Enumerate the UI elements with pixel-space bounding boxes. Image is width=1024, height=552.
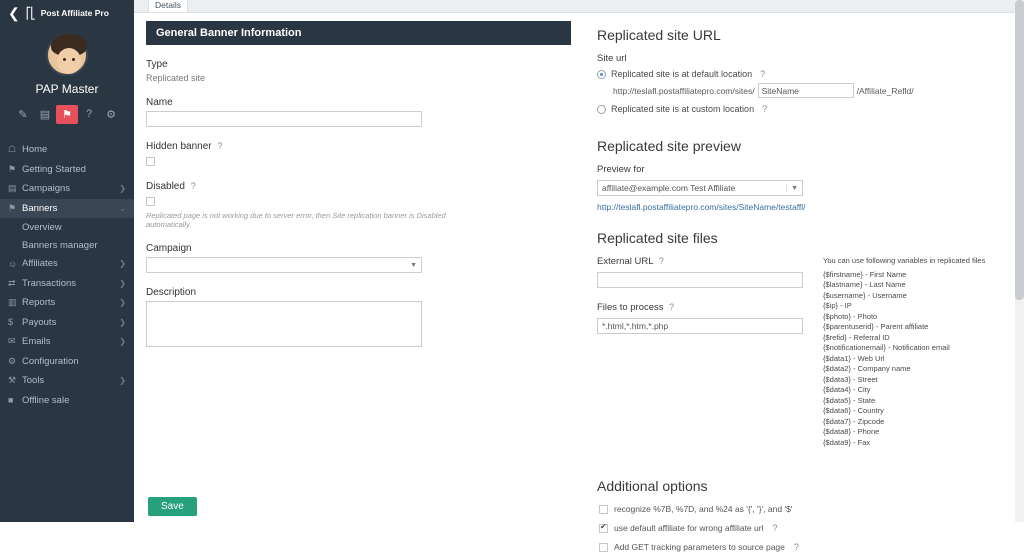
sidebar-item-label: Campaigns bbox=[22, 183, 71, 195]
wrench-icon: ⚒ bbox=[8, 375, 17, 386]
brand-title: Post Affiliate Pro bbox=[40, 8, 109, 18]
sidebar-item-label: Affiliates bbox=[22, 258, 58, 270]
radio-default-location-label: Replicated site is at default location bbox=[611, 69, 753, 79]
sidebar-item-banners[interactable] bbox=[0, 199, 134, 219]
variable-item: {$data1} - Web Url bbox=[823, 353, 885, 363]
panel-title: General Banner Information bbox=[146, 21, 571, 45]
monitor-icon[interactable]: ▤ bbox=[39, 108, 51, 121]
chevron-right-icon: ❯ bbox=[119, 317, 126, 327]
variable-item: {$data5} - State bbox=[823, 395, 876, 405]
field-description bbox=[146, 287, 571, 350]
users-icon: ☺ bbox=[8, 258, 18, 269]
radio-default-location[interactable] bbox=[597, 70, 606, 79]
site-name-input[interactable] bbox=[758, 83, 854, 98]
sidebar-item-label: Tools bbox=[22, 375, 45, 387]
megaphone-icon: ▤ bbox=[8, 183, 17, 194]
sidebar-header bbox=[0, 0, 134, 26]
campaign-label: Campaign bbox=[146, 243, 192, 254]
variable-item: {$ip} - IP bbox=[823, 301, 852, 310]
url-suffix: /Affiliate_Refld/ bbox=[856, 85, 914, 96]
radio-custom-location[interactable] bbox=[597, 105, 606, 114]
disabled-text: Disabled bbox=[146, 181, 185, 192]
gear-icon: ⚙ bbox=[8, 355, 17, 366]
sidebar-item-tools[interactable] bbox=[0, 371, 134, 391]
replicated-site-url-title: Replicated site URL bbox=[597, 27, 721, 43]
help-icon[interactable]: ? bbox=[762, 104, 768, 114]
variable-item: {$parentuserid} - Parent affiliate bbox=[823, 322, 929, 331]
tab-bar bbox=[134, 0, 1024, 13]
sidebar-item-reports[interactable] bbox=[0, 293, 134, 313]
replicated-site-settings bbox=[583, 13, 1024, 552]
variable-item: {$firstname} - First Name bbox=[823, 269, 907, 279]
chevron-left-icon[interactable]: ❮ bbox=[8, 5, 20, 21]
variable-item: {$data3} - Street bbox=[823, 374, 878, 384]
replicated-site-preview-title: Replicated site preview bbox=[597, 138, 741, 154]
sidebar-nav bbox=[0, 140, 134, 410]
profile-block bbox=[0, 26, 134, 104]
site-url-label: Site url bbox=[597, 53, 627, 64]
chevron-right-icon: ❯ bbox=[119, 184, 126, 194]
sidebar-item-label: Offline sale bbox=[22, 394, 70, 406]
bar-chart-icon: ⎡⎣ bbox=[25, 7, 35, 20]
variable-item: {$username} - Username bbox=[823, 290, 907, 300]
help-icon[interactable]: ? bbox=[217, 141, 223, 151]
sidebar-item-campaigns[interactable] bbox=[0, 179, 134, 199]
field-disabled bbox=[146, 181, 571, 229]
recognize-encoding-label: recognize %7B, %7D, and %24 as '{', '}', and '$' bbox=[614, 504, 793, 514]
radio-row-custom-location bbox=[597, 104, 1008, 114]
variable-item: {$refid} - Referral ID bbox=[823, 332, 890, 342]
chevron-down-icon: ⌄ bbox=[119, 203, 126, 213]
sidebar bbox=[0, 0, 134, 522]
get-tracking-checkbox[interactable] bbox=[599, 543, 608, 552]
name-label: Name bbox=[146, 97, 173, 108]
help-icon[interactable]: ? bbox=[85, 108, 93, 120]
sidebar-item-offline-sale[interactable] bbox=[0, 391, 134, 411]
additional-options-title: Additional options bbox=[597, 478, 708, 494]
sidebar-item-label: Banners bbox=[22, 202, 58, 214]
preview-affiliate-select[interactable] bbox=[597, 180, 803, 196]
sidebar-item-home[interactable] bbox=[0, 140, 134, 160]
files-to-process-input[interactable] bbox=[597, 318, 803, 334]
sidebar-subitem-label: Overview bbox=[22, 221, 62, 233]
quick-action-icons bbox=[0, 104, 134, 134]
variable-item: {$lastname} - Last Name bbox=[823, 280, 906, 289]
sidebar-item-banners-manager[interactable] bbox=[0, 236, 134, 254]
radio-custom-location-label: Replicated site is at custom location bbox=[611, 104, 755, 114]
preview-for-label: Preview for bbox=[597, 164, 645, 175]
home-icon: ☖ bbox=[8, 144, 17, 155]
files-to-process-text: Files to process bbox=[597, 302, 664, 313]
recognize-encoding-checkbox[interactable] bbox=[599, 505, 608, 514]
files-row bbox=[597, 256, 1008, 448]
type-label: Type bbox=[146, 59, 168, 70]
hidden-banner-label bbox=[146, 141, 571, 152]
radio-row-default-location bbox=[597, 69, 1008, 79]
variable-item: {$photo} - Photo bbox=[823, 311, 878, 321]
chart-icon: ▥ bbox=[8, 297, 17, 308]
help-icon[interactable]: ? bbox=[190, 181, 196, 191]
scrollbar-track[interactable] bbox=[1015, 0, 1024, 522]
help-icon[interactable]: ? bbox=[772, 523, 778, 533]
sidebar-item-label: Getting Started bbox=[22, 163, 86, 175]
chevron-down-icon: ▼ bbox=[786, 185, 798, 192]
description-textarea[interactable] bbox=[146, 301, 422, 347]
disabled-checkbox[interactable] bbox=[146, 197, 155, 206]
content-area bbox=[134, 0, 1024, 552]
avatar[interactable] bbox=[46, 34, 88, 76]
mail-icon: ✉ bbox=[8, 336, 16, 347]
cart-icon: ■ bbox=[8, 395, 14, 406]
sidebar-item-configuration[interactable] bbox=[0, 352, 134, 372]
help-icon[interactable]: ? bbox=[669, 302, 675, 312]
general-banner-information-panel bbox=[134, 13, 583, 522]
exchange-icon: ⇄ bbox=[8, 277, 16, 288]
sidebar-item-overview[interactable] bbox=[0, 218, 134, 236]
help-icon[interactable]: ? bbox=[760, 69, 766, 79]
tab-details[interactable]: Details bbox=[148, 0, 188, 12]
sidebar-item-label: Emails bbox=[22, 336, 51, 348]
option-row-get-tracking bbox=[597, 542, 1008, 552]
field-campaign bbox=[146, 243, 571, 273]
replicated-site-files-title: Replicated site files bbox=[597, 230, 718, 246]
hidden-banner-text: Hidden banner bbox=[146, 141, 212, 152]
help-icon[interactable]: ? bbox=[793, 542, 799, 552]
banner-icon[interactable]: ⚑ bbox=[56, 105, 78, 124]
external-url-input[interactable] bbox=[597, 272, 803, 288]
option-row-recognize-encoding bbox=[597, 504, 1008, 514]
description-label: Description bbox=[146, 287, 197, 298]
option-row-default-affiliate bbox=[597, 523, 1008, 533]
sidebar-item-getting-started[interactable] bbox=[0, 160, 134, 180]
site-url-row bbox=[613, 83, 1008, 98]
sidebar-item-label: Home bbox=[22, 144, 48, 156]
external-url-label bbox=[597, 256, 809, 267]
preview-link[interactable]: http://teslafl.postaffiliatepro.com/sites/SiteName/testaffl/ bbox=[597, 202, 806, 212]
disabled-note: Replicated page is not working due to server error, then Site replication banner is Disabled automatically. bbox=[146, 211, 446, 229]
variable-item: {$notificationemail} - Notification email bbox=[823, 343, 950, 352]
chevron-right-icon: ❯ bbox=[119, 376, 126, 386]
default-affiliate-checkbox[interactable] bbox=[599, 524, 608, 533]
sidebar-item-label: Transactions bbox=[22, 277, 77, 289]
variable-item: {$data8} - Phone bbox=[823, 427, 880, 436]
preview-affiliate-value: affiliate@example.com Test Affiliate bbox=[602, 183, 736, 193]
sidebar-item-label: Payouts bbox=[22, 316, 57, 328]
sidebar-subitem-label: Banners manager bbox=[22, 239, 98, 251]
external-url-text: External URL bbox=[597, 256, 654, 267]
type-value: Replicated site bbox=[146, 73, 206, 83]
variables-title: You can use following variables in replicated files bbox=[823, 256, 986, 265]
sidebar-item-label: Configuration bbox=[22, 355, 79, 367]
two-column-layout bbox=[134, 13, 1024, 552]
variable-item: {$data9} - Fax bbox=[823, 437, 871, 447]
pencil-icon[interactable]: ✎ bbox=[18, 108, 28, 121]
gear-icon[interactable]: ⚙ bbox=[106, 108, 116, 121]
disabled-label bbox=[146, 181, 571, 192]
field-name bbox=[146, 97, 571, 127]
get-tracking-label: Add GET tracking parameters to source page bbox=[614, 542, 785, 552]
files-left-col bbox=[597, 256, 809, 448]
chevron-right-icon: ❯ bbox=[119, 278, 126, 288]
campaign-select[interactable] bbox=[146, 257, 422, 273]
sidebar-item-label: Reports bbox=[22, 297, 56, 309]
variable-item: {$data2} - Company name bbox=[823, 364, 911, 373]
sidebar-item-transactions[interactable] bbox=[0, 274, 134, 294]
files-to-process-label bbox=[597, 302, 809, 313]
chevron-right-icon: ❯ bbox=[119, 298, 126, 308]
chevron-down-icon: ▼ bbox=[410, 261, 417, 269]
field-type bbox=[146, 59, 571, 83]
sidebar-item-payouts[interactable] bbox=[0, 313, 134, 333]
save-button[interactable]: Save bbox=[148, 497, 197, 516]
variables-list bbox=[823, 256, 985, 448]
url-prefix: http://teslafl.postaffiliatepro.com/sites/ bbox=[613, 85, 755, 96]
variable-item: {$data4} - City bbox=[823, 385, 871, 394]
flag-icon: ⚑ bbox=[8, 163, 17, 174]
variable-item: {$data6} - Country bbox=[823, 406, 884, 415]
profile-username: PAP Master bbox=[35, 82, 99, 96]
money-icon: $ bbox=[8, 317, 14, 328]
variable-item: {$data7} - Zipcode bbox=[823, 416, 885, 426]
default-affiliate-label: use default affiliate for wrong affiliate url bbox=[614, 523, 764, 533]
image-icon: ⚑ bbox=[8, 202, 17, 213]
help-icon[interactable]: ? bbox=[658, 256, 664, 266]
field-hidden-banner bbox=[146, 141, 571, 167]
hidden-banner-checkbox[interactable] bbox=[146, 157, 155, 166]
sidebar-item-emails[interactable] bbox=[0, 332, 134, 352]
chevron-right-icon: ❯ bbox=[119, 337, 126, 347]
chevron-right-icon: ❯ bbox=[119, 259, 126, 269]
scrollbar-thumb[interactable] bbox=[1015, 0, 1024, 300]
name-input[interactable] bbox=[146, 111, 422, 127]
sidebar-item-affiliates[interactable] bbox=[0, 254, 134, 274]
